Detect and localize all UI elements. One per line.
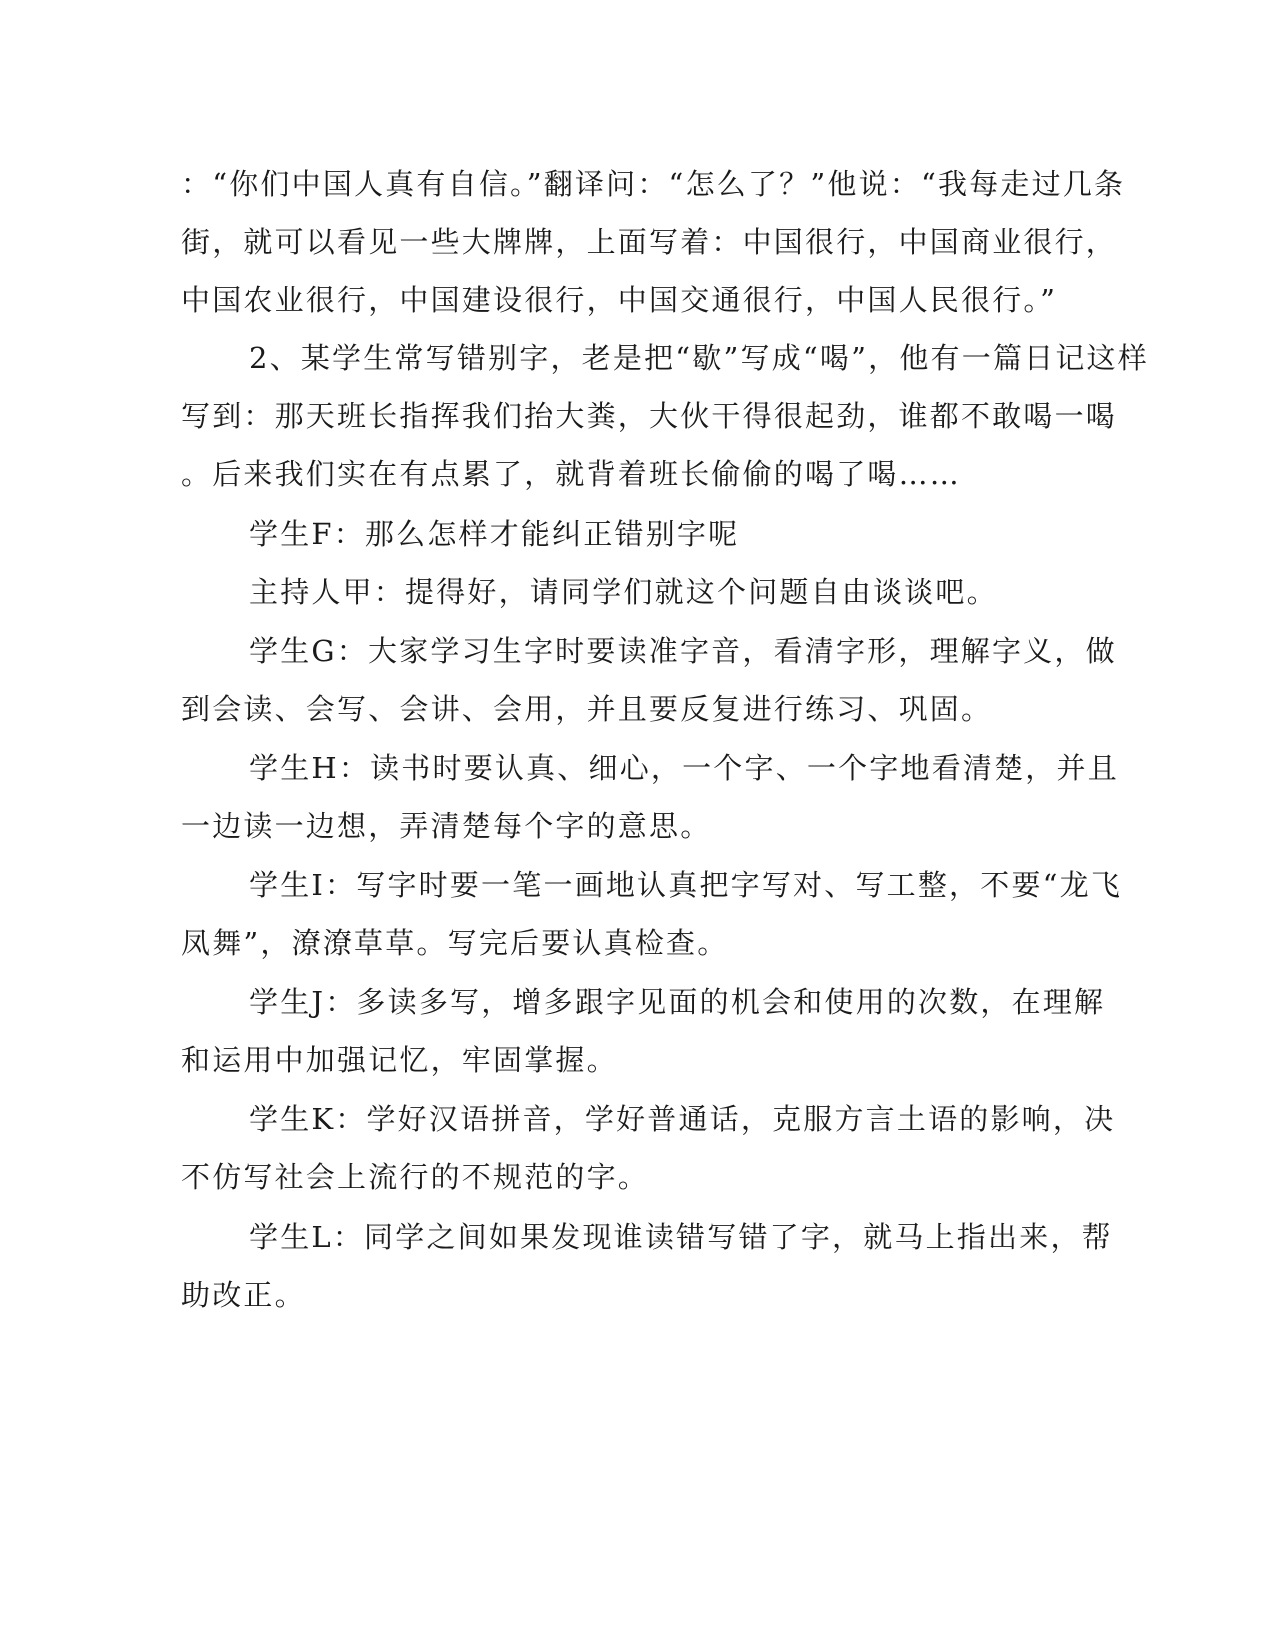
text-line-content: 学生F：那么怎样才能纠正错别字呢 — [249, 517, 740, 551]
text-line-content: 学生H：读书时要认真、细心，一个字、一个字地看清楚，并且 — [249, 751, 1119, 785]
text-line-content: ：“你们中国人真有自信。”翻译问：“怎么了？”他说：“我每走过几条 — [181, 167, 1126, 201]
text-line — [0, 1273, 1275, 1317]
text-line-content: 主持人甲：提得好，请同学们就这个问题自由谈谈吧。 — [249, 575, 998, 609]
text-line — [0, 629, 1275, 673]
text-line — [0, 162, 1275, 206]
text-line — [0, 746, 1275, 790]
text-line — [0, 921, 1275, 965]
text-line — [0, 394, 1275, 438]
text-line-content: 学生J：多读多写，增多跟字见面的机会和使用的次数，在理解 — [249, 985, 1106, 1019]
text-line-content: 不仿写社会上流行的不规范的字。 — [181, 1160, 650, 1194]
text-line-content: 2、某学生常写错别字，老是把“歇”写成“喝”，他有一篇日记这样 — [249, 341, 1149, 375]
text-line — [0, 1097, 1275, 1141]
text-line — [0, 1215, 1275, 1259]
text-line — [0, 804, 1275, 848]
text-line — [0, 980, 1275, 1024]
text-line-content: 到会读、会写、会讲、会用，并且要反复进行练习、巩固。 — [181, 692, 993, 726]
text-line — [0, 278, 1275, 322]
text-line — [0, 1038, 1275, 1082]
text-line-content: 学生K：学好汉语拼音，学好普通话，克服方言土语的影响，决 — [249, 1102, 1116, 1136]
text-line — [0, 570, 1275, 614]
text-line — [0, 220, 1275, 264]
text-line-content: 凤舞”，潦潦草草。写完后要认真检查。 — [181, 926, 729, 960]
text-line-content: 学生L：同学之间如果发现谁读错写错了字，就马上指出来，帮 — [249, 1220, 1113, 1254]
text-line — [0, 336, 1275, 380]
text-line-content: 和运用中加强记忆，牢固掌握。 — [181, 1043, 618, 1077]
text-line-content: 学生I：写字时要一笔一画地认真把字写对、写工整，不要“龙飞 — [249, 868, 1123, 902]
text-line-content: 写到：那天班长指挥我们抬大粪，大伙干得很起劲，谁都不敢喝一喝 — [181, 399, 1118, 433]
text-line — [0, 1155, 1275, 1199]
text-line — [0, 863, 1275, 907]
text-line-content: 助改正。 — [181, 1278, 306, 1312]
text-line-content: 中国农业很行，中国建设很行，中国交通很行，中国人民很行。” — [181, 283, 1058, 317]
text-line — [0, 687, 1275, 731]
text-line-content: 街，就可以看见一些大牌牌，上面写着：中国很行，中国商业很行， — [181, 225, 1118, 259]
text-line — [0, 452, 1275, 496]
text-line — [0, 512, 1275, 556]
text-line-content: 学生G：大家学习生字时要读准字音，看清字形，理解字义，做 — [249, 634, 1117, 668]
text-line-content: 。后来我们实在有点累了，就背着班长偷偷的喝了喝…… — [181, 457, 962, 491]
text-line-content: 一边读一边想，弄清楚每个字的意思。 — [181, 809, 712, 843]
